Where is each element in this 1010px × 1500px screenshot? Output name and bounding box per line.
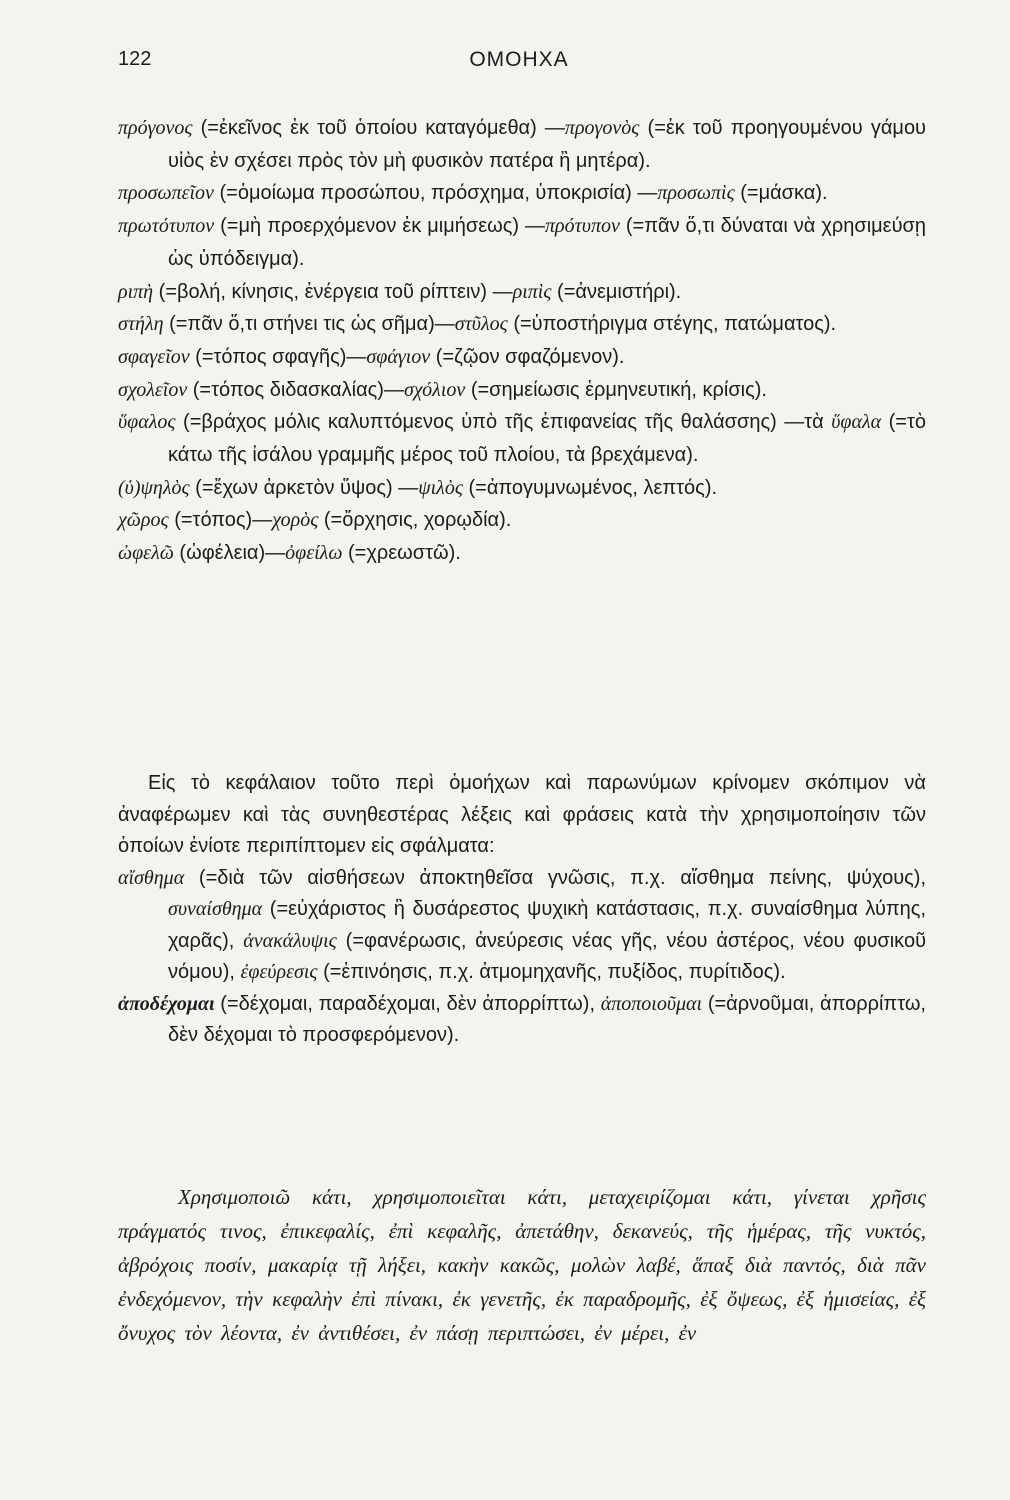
entry-headword-2: πρότυπον: [545, 215, 620, 238]
entry-definition: (=ὁμοίωμα προσώπου, πρόσχημα, ὑποκρισία) —: [213, 182, 658, 205]
entry-headword-2: ὕφαλα: [831, 411, 882, 434]
entry-definition-2: (=ἐκ τοῦ προηγουμένου γάμου υἱὸς ἐν σχέσει πρὸς τὸν μὴ φυσικὸν πατέρα ἢ μητέρα).: [168, 117, 926, 172]
glossary-entry: [118, 210, 926, 275]
usage-headword: ἀποποιοῦμαι: [600, 992, 703, 1015]
entry-headword-2: χορὸς: [272, 509, 319, 532]
usage-text: (=εὐχάριστος ἢ δυσάρεστος ψυχικὴ κατάστασις, π.χ. συναίσθημα λύπης, χαρᾶς),: [168, 898, 926, 952]
entry-definition: (=βολή, κίνησις, ἐνέργεια τοῦ ρίπτειν) —: [153, 280, 513, 303]
entry-definition-2: (=ὑποστήριγμα στέγης, πατώματος).: [507, 313, 837, 336]
entry-definition-2: (=μάσκα).: [734, 182, 828, 205]
entry-headword-2: σχόλιον: [403, 378, 466, 401]
glossary-entry: [118, 406, 926, 471]
usage-headword: ἀνακάλυψις: [243, 929, 337, 952]
glossary-entry: [118, 308, 926, 341]
usage-entry-apodechomai: [118, 989, 926, 1052]
entry-definition-2: (=χρεωστῶ).: [342, 542, 461, 565]
entry-headword-2: σφάγιον: [366, 345, 431, 368]
entry-headword: ριπὴ: [118, 280, 154, 303]
entry-definition: (=ἐκεῖνος ἐκ τοῦ ὁποίου καταγόμεθα) —: [192, 117, 565, 139]
entry-headword: ὕφαλος: [118, 411, 176, 434]
entry-headword: στήλη: [118, 313, 164, 336]
usage-headword: αἴσθημα: [118, 866, 185, 889]
glossary-entry: [118, 537, 926, 570]
entry-headword: χῶρος: [118, 509, 169, 532]
glossary-entry: [118, 276, 926, 309]
entry-definition: (=τόπος διδασκαλίας)—: [187, 378, 404, 401]
intro-paragraph: Εἰς τὸ κεφάλαιον τοῦτο περὶ ὁμοήχων καὶ παρωνύμων κρίνομεν σκόπιμον νὰ ἀναφέρωμεν καὶ τὰς συνηθεστέρας λέξεις καὶ φράσεις κατὰ τὴν χρησιμοποίησιν τῶν ὁποίων ἐνίοτε περιπίπτομεν εἰς σφάλματα:: [118, 772, 926, 857]
entry-definition-2: (=σημείωσις ἑρμηνευτική, κρίσις).: [465, 378, 767, 401]
entry-headword: πρωτότυπον: [118, 215, 215, 238]
entry-headword-2: ριπὶς: [512, 280, 552, 303]
glossary-entry: [118, 341, 926, 374]
entry-definition-2: (=ἀνεμιστήρι).: [551, 280, 682, 303]
entry-headword-2: προγονὸς: [564, 117, 640, 139]
glossary-entry: [118, 504, 926, 537]
entry-definition: (=τόπος σφαγῆς)—: [189, 345, 367, 368]
entry-definition: (=τόπος)—: [168, 509, 273, 532]
entry-headword-2: ψιλὸς: [418, 476, 463, 499]
glossary-entry: [118, 177, 926, 210]
entry-headword: σφαγεῖον: [118, 345, 190, 368]
entry-headword: ὠφελῶ: [118, 542, 174, 565]
usage-headword: ἀποδέχομαι: [118, 992, 215, 1015]
entry-headword: σχολεῖον: [118, 378, 188, 401]
glossary-list: [118, 112, 926, 570]
entry-definition: (=ἔχων ἀρκετὸν ὕψος) —: [189, 476, 419, 499]
usage-text: (=ἐπινόησις, π.χ. ἀτμομηχανῆς, πυξίδος, πυρίτιδος).: [317, 961, 786, 983]
page-number: 122: [118, 48, 152, 70]
entry-headword: πρόγονος: [118, 117, 193, 139]
entry-headword: προσωπεῖον: [118, 182, 214, 205]
entry-definition: (=πᾶν ὅ,τι στήνει τις ὡς σῆμα)—: [163, 313, 455, 336]
entry-definition: (ὠφέλεια)—: [173, 542, 286, 565]
intro-section: [118, 768, 926, 1052]
usage-text: (=φανέρωσις, ἀνεύρεσις νέας γῆς, νέου ἀστέρος, νέου φυσικοῦ νόμου),: [168, 929, 927, 983]
entry-definition: (=μὴ προερχόμενον ἐκ μιμήσεως) —: [214, 215, 546, 238]
entry-definition: (=βράχος μόλις καλυπτόμενος ὑπὸ τῆς ἐπιφανείας τῆς θαλάσσης) —τὰ: [175, 411, 832, 434]
entry-headword: (ὑ)ψηλὸς: [118, 476, 190, 499]
entry-definition-2: (=ζῷον σφαζόμενον).: [430, 345, 625, 368]
glossary-entry: [118, 472, 926, 505]
italic-phrases-paragraph: Χρησιμοποιῶ κάτι, χρησιμοποιεῖται κάτι, μεταχειρίζομαι κάτι, γίνεται χρῆσις πράγματός τινος, ἐπικεφαλίς, ἐπὶ κεφαλῆς, ἀπετάθην, δεκανεύς, τῆς ἡμέρας, τῆς νυκτός, ἀβρόχοις ποσίν, μακαρίᾳ τῇ λήξει, κακὴν κακῶς, μολὼν λαβέ, ἅπαξ διὰ παντός, διὰ πᾶν ἐνδεχόμενον, τὴν κεφαλὴν ἐπὶ πίνακι, ἐκ γενετῆς, ἐκ παραδρομῆς, ἐξ ὄψεως, ἐξ ἡμισείας, ἐξ ὄνυχος τὸν λέοντα, ἐν ἀντιθέσει, ἐν πάσῃ περιπτώσει, ἐν μέρει, ἐν: [118, 1185, 926, 1345]
entry-definition-2: (=τὸ κάτω τῆς ἰσάλου γραμμῆς μέρος τοῦ πλοίου, τὰ βρεχάμενα).: [168, 411, 927, 467]
glossary-entry: [118, 374, 926, 407]
entry-headword-2: ὀφείλω: [285, 542, 343, 565]
entry-definition-2: (=πᾶν ὅ,τι δύναται νὰ χρησιμεύσῃ ὡς ὑπόδειγμα).: [168, 215, 926, 270]
entry-definition-2: (=ὄρχησις, χορῳδία).: [318, 509, 512, 532]
entry-headword-2: στῦλος: [454, 313, 508, 336]
usage-headword: ἐφεύρεσις: [240, 961, 318, 983]
usage-entry-aisthima: [118, 863, 926, 989]
usage-text: (=διὰ τῶν αἰσθήσεων ἀποκτηθεῖσα γνῶσις, π.χ. αἴσθημα πείνης, ψύχους),: [184, 866, 926, 889]
usage-text: (=ἀρνοῦμαι, ἀπορρίπτω, δὲν δέχομαι τὸ προσφερόμενον).: [168, 992, 926, 1046]
usage-headword: συναίσθημα: [168, 898, 263, 920]
glossary-entry: [118, 112, 926, 177]
page-header: [118, 48, 920, 82]
entry-headword-2: προσωπὶς: [657, 182, 735, 205]
entry-definition-2: (=ἀπογυμνωμένος, λεπτός).: [462, 476, 718, 499]
running-title: ΟΜΟΗΧΑ: [469, 48, 569, 71]
usage-text: (=δέχομαι, παραδέχομαι, δὲν ἀπορρίπτω),: [214, 992, 601, 1015]
